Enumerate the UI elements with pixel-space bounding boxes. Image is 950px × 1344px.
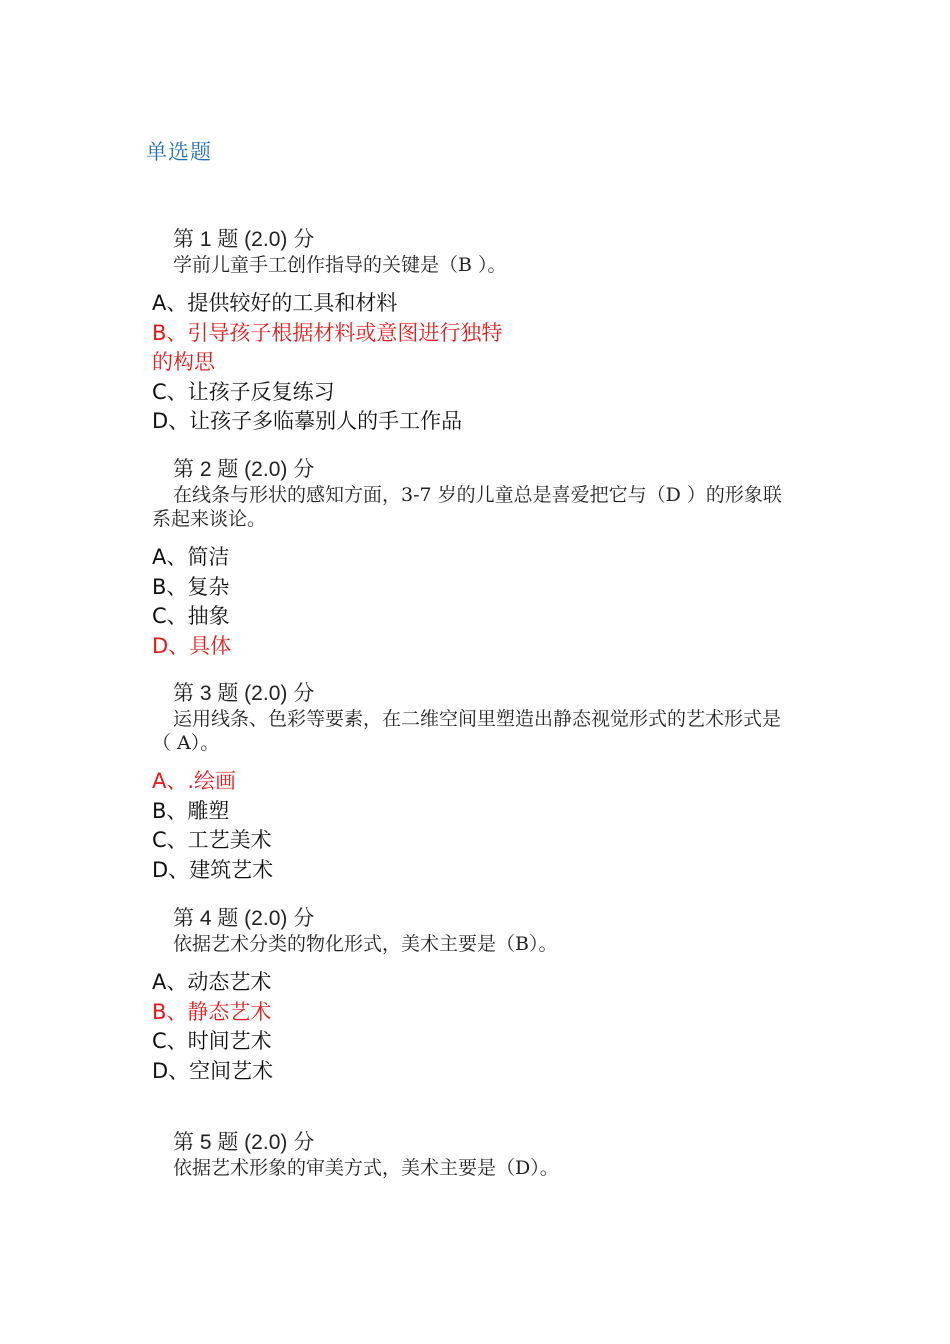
- option-c: C、让孩子反复练习: [152, 379, 335, 404]
- option-list: [152, 767, 792, 885]
- option-list: [152, 543, 792, 661]
- question-text: 学前儿童手工创作指导的关键是（B ）。: [173, 254, 507, 276]
- option-d: D、建筑艺术: [152, 857, 274, 882]
- question-5: [152, 1130, 792, 1180]
- question-text: 依据艺术分类的物化形式，美术主要是（B）。: [173, 933, 558, 955]
- option-a: A、提供较好的工具和材料: [152, 291, 398, 315]
- option-a: A、简洁: [152, 545, 230, 569]
- option-b: B、复杂: [152, 574, 230, 599]
- question-3: [152, 681, 792, 885]
- option-list: [152, 968, 792, 1086]
- option-b-correct: B、引导孩子根据材料或意图进行独特的构思: [152, 320, 503, 374]
- option-c: C、抽象: [152, 604, 230, 628]
- option-c: C、时间艺术: [152, 1029, 272, 1053]
- question-header: 第 3 题 (2.0) 分: [173, 682, 315, 705]
- question-header: 第 4 题 (2.0) 分: [173, 907, 315, 930]
- question-header: 第 2 题 (2.0) 分: [173, 458, 315, 481]
- option-c: C、工艺美术: [152, 828, 272, 852]
- section-title: 单选题: [146, 140, 212, 164]
- question-text: 运用线条、色彩等要素，在二维空间里塑造出静态视觉形式的艺术形式是（ A）。: [152, 708, 782, 754]
- option-b-correct: B、静态艺术: [152, 999, 272, 1024]
- question-1: [152, 227, 792, 437]
- question-4: [152, 906, 792, 1086]
- option-d: D、空间艺术: [152, 1058, 274, 1083]
- question-header: 第 5 题 (2.0) 分: [173, 1131, 315, 1154]
- option-d-correct: D、具体: [152, 633, 232, 658]
- question-text: 在线条与形状的感知方面，3-7 岁的儿童总是喜爱把它与（D ）的形象联系起来谈论。: [152, 484, 782, 530]
- question-header: 第 1 题 (2.0) 分: [173, 228, 315, 251]
- question-2: [152, 457, 792, 661]
- option-a-correct: A、.绘画: [152, 769, 237, 793]
- option-d: D、让孩子多临摹别人的手工作品: [152, 409, 463, 433]
- question-text: 依据艺术形象的审美方式，美术主要是（D）。: [173, 1157, 559, 1179]
- option-a: A、动态艺术: [152, 970, 272, 994]
- option-list: [152, 289, 792, 437]
- option-b: B、雕塑: [152, 798, 230, 823]
